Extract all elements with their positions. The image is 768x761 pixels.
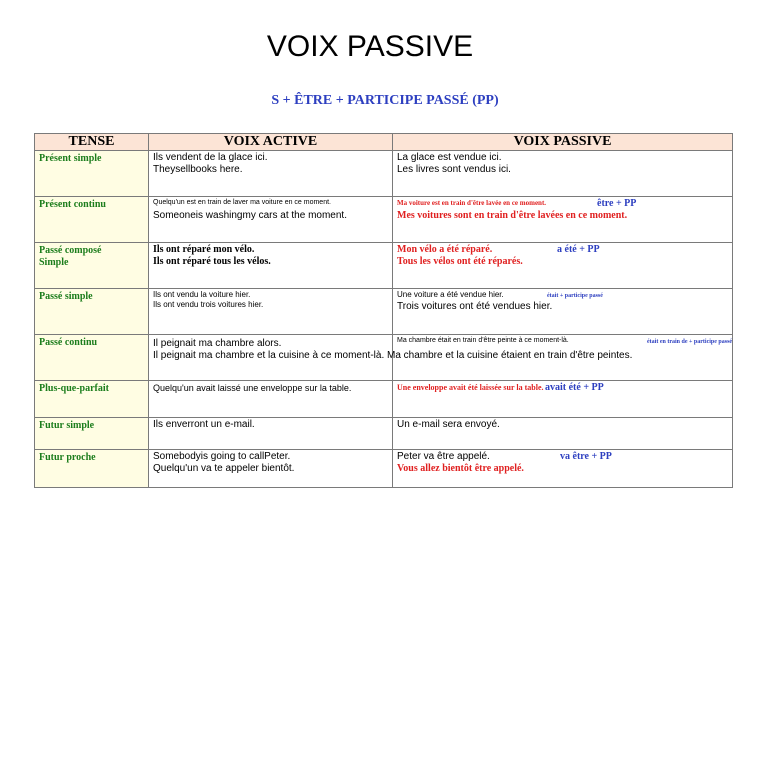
header-passive: VOIX PASSIVE — [393, 134, 733, 151]
active-cell: Quelqu'un est en train de laver ma voiture en ce moment. Someoneis washingmy cars at the moment. — [149, 197, 393, 243]
passive-cell: Ma chambre était en train d'être peinte à ce moment-là. était en train de + participe passé — [393, 335, 733, 381]
tense-cell: Passé simple — [35, 289, 149, 335]
table-row — [35, 450, 733, 488]
active-cell: Ils enverront un e-mail. — [149, 418, 393, 450]
active-cell: Ils ont réparé mon vélo. Ils ont réparé tous les vélos. — [149, 243, 393, 289]
header-tense: TENSE — [35, 134, 149, 151]
formula-note: était + participe passé — [547, 293, 603, 299]
table-row — [35, 418, 733, 450]
passive-cell: Un e-mail sera envoyé. — [393, 418, 733, 450]
tense-cell: Plus-que-parfait — [35, 381, 149, 418]
table-row — [35, 335, 733, 381]
active-cell: Somebodyis going to callPeter. Quelqu'un va te appeler bientôt. — [149, 450, 393, 488]
passive-cell: Ma voiture est en train d'être lavée en ce moment. Mes voitures sont en train d'être lavées en ce moment. être + PP — [393, 197, 733, 243]
table-row — [35, 381, 733, 418]
passive-cell: Une enveloppe avait été laissée sur la table. avait été + PP — [393, 381, 733, 418]
formula-note: était en train de + participe passé — [647, 339, 733, 345]
passive-cell: Peter va être appelé. Vous allez bientôt être appelé. va être + PP — [393, 450, 733, 488]
table-header-row — [35, 134, 733, 151]
passive-cell: Une voiture a été vendue hier. Trois voitures ont été vendues hier. était + participe passé — [393, 289, 733, 335]
tense-cell: Passé composé Simple — [35, 243, 149, 289]
table-row — [35, 151, 733, 197]
formula-note: a été + PP — [557, 244, 600, 255]
active-cell: Ils ont vendu la voiture hier. Ils ont vendu trois voitures hier. — [149, 289, 393, 335]
tense-cell: Futur proche — [35, 450, 149, 488]
header-active: VOIX ACTIVE — [149, 134, 393, 151]
tense-cell: Présent simple — [35, 151, 149, 197]
tense-cell: Futur simple — [35, 418, 149, 450]
active-cell: Quelqu'un avait laissé une enveloppe sur la table. — [149, 381, 393, 418]
formula-note: va être + PP — [560, 451, 612, 462]
active-cell: Il peignait ma chambre alors. Il peignait ma chambre et la cuisine à ce moment-là. Ma chambre et la cuisine étaient en train d'être peintes. — [149, 335, 393, 381]
passive-cell: Mon vélo a été réparé. Tous les vélos ont été réparés. a été + PP — [393, 243, 733, 289]
passive-voice-table — [34, 133, 733, 488]
tense-cell: Présent continu — [35, 197, 149, 243]
passive-cell: La glace est vendue ici. Les livres sont vendus ici. — [393, 151, 733, 197]
active-cell: Ils vendent de la glace ici. Theysellbooks here. — [149, 151, 393, 197]
table-row — [35, 289, 733, 335]
formula-note: être + PP — [597, 198, 637, 209]
table-row — [35, 197, 733, 243]
table-row — [35, 243, 733, 289]
formula-subtitle: S + ÊTRE + PARTICIPE PASSÉ (PP) — [271, 93, 499, 108]
formula-note: avait été + PP — [545, 382, 604, 393]
tense-cell: Passé continu — [35, 335, 149, 381]
page-title: VOIX PASSIVE — [266, 30, 474, 63]
